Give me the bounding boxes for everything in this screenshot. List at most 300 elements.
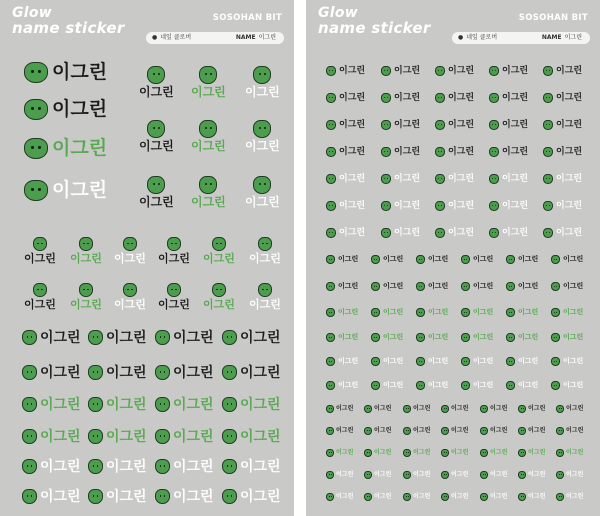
sticker-name-text: 이그린: [428, 357, 449, 365]
sticker-sheet-right: [306, 0, 600, 516]
sticker-name-text: 이그린: [203, 298, 235, 311]
name-sticker: [518, 471, 545, 479]
four-leaf-clover-icon: [212, 237, 226, 251]
sticker-name-text: 이그린: [240, 364, 281, 381]
name-sticker: [416, 381, 448, 390]
name-sticker: [403, 471, 430, 479]
name-sticker: [371, 333, 403, 342]
name-sticker: [416, 255, 448, 264]
name-sticker: [191, 120, 226, 152]
name-sticker: [88, 489, 147, 504]
name-sticker: [88, 429, 147, 444]
four-leaf-clover-icon: [326, 228, 336, 238]
sticker-name-text: 이그린: [106, 488, 147, 505]
sticker-name-text: 이그린: [40, 329, 81, 346]
four-leaf-clover-icon: [543, 66, 553, 76]
name-sticker: [222, 397, 281, 412]
name-sticker: [461, 357, 493, 366]
four-leaf-clover-icon: [381, 174, 391, 184]
name-sticker: [518, 405, 545, 413]
name-sticker: [551, 333, 583, 342]
name-sticker: [489, 174, 528, 184]
four-leaf-clover-icon: [480, 449, 488, 457]
four-leaf-clover-icon: [551, 308, 560, 317]
sticker-name-text: 이그린: [556, 119, 583, 130]
four-leaf-clover-icon: [326, 357, 335, 366]
name-sticker: [155, 365, 214, 380]
name-sticker: [435, 66, 474, 76]
name-sticker: [543, 147, 582, 157]
four-leaf-clover-icon: [326, 201, 336, 211]
four-leaf-clover-icon: [222, 365, 237, 380]
sticker-name-text: 이그린: [448, 173, 475, 184]
sticker-name-text: 이그린: [203, 252, 235, 265]
four-leaf-clover-icon: [79, 237, 93, 251]
four-leaf-clover-icon: [416, 333, 425, 342]
sticker-name-text: 이그린: [502, 173, 529, 184]
four-leaf-clover-icon: [253, 176, 271, 194]
sticker-name-text: 이그린: [40, 364, 81, 381]
name-sticker: [222, 459, 281, 474]
sticker-name-text: 이그린: [566, 427, 584, 434]
four-leaf-clover-icon: [222, 330, 237, 345]
name-sticker: [441, 471, 468, 479]
four-leaf-clover-icon: [79, 283, 93, 297]
sticker-name-text: 이그린: [245, 195, 280, 209]
four-leaf-clover-icon: [33, 283, 47, 297]
sticker-name-text: 이그린: [245, 85, 280, 99]
four-leaf-clover-icon: [364, 449, 372, 457]
sticker-name-text: 이그린: [566, 493, 584, 500]
sticker-name-text: 이그린: [413, 471, 431, 478]
sticker-name-text: 이그린: [339, 227, 366, 238]
four-leaf-clover-icon: [326, 405, 334, 413]
name-sticker: [543, 201, 582, 211]
four-leaf-clover-icon: [543, 120, 553, 130]
sticker-name-text: 이그린: [52, 61, 108, 83]
sticker-name-text: 이그린: [490, 427, 508, 434]
name-sticker: [381, 228, 420, 238]
name-sticker: [155, 330, 214, 345]
four-leaf-clover-icon: [155, 365, 170, 380]
name-sticker: [371, 282, 403, 291]
sticker-name-text: 이그린: [473, 381, 494, 389]
four-leaf-clover-icon: [435, 120, 445, 130]
name-sticker: [441, 449, 468, 457]
sticker-name-text: 이그린: [448, 65, 475, 76]
sticker-name-text: 이그린: [336, 405, 354, 412]
four-leaf-clover-icon: [167, 283, 181, 297]
sticker-name-text: 이그린: [451, 449, 469, 456]
sticker-name-text: 이그린: [173, 458, 214, 475]
name-sticker: [245, 120, 280, 152]
sticker-name-text: 이그린: [24, 252, 56, 265]
four-leaf-clover-icon: [435, 93, 445, 103]
sticker-name-text: 이그린: [394, 173, 421, 184]
name-sticker: [556, 471, 583, 479]
name-sticker: [326, 66, 365, 76]
sticker-name-text: 이그린: [394, 65, 421, 76]
sticker-name-text: 이그린: [336, 471, 354, 478]
sticker-name-text: 이그린: [374, 493, 392, 500]
four-leaf-clover-icon: [416, 282, 425, 291]
four-leaf-clover-icon: [326, 381, 335, 390]
sticker-name-text: 이그린: [336, 493, 354, 500]
four-leaf-clover-icon: [543, 147, 553, 157]
sticker-name-text: 이그린: [383, 308, 404, 316]
sticker-name-text: 이그린: [338, 308, 359, 316]
name-sticker: [489, 93, 528, 103]
four-leaf-clover-icon: [258, 237, 272, 251]
four-leaf-clover-icon: [551, 381, 560, 390]
name-sticker: [326, 493, 353, 501]
four-leaf-clover-icon: [551, 357, 560, 366]
name-sticker: [556, 493, 583, 501]
sticker-name-text: 이그린: [240, 458, 281, 475]
name-sticker: [403, 449, 430, 457]
sticker-name-text: 이그린: [240, 488, 281, 505]
four-leaf-clover-icon: [556, 449, 564, 457]
sticker-name-text: 이그린: [563, 381, 584, 389]
four-leaf-clover-icon: [489, 201, 499, 211]
sticker-name-text: 이그린: [339, 92, 366, 103]
sticker-name-text: 이그린: [502, 227, 529, 238]
sticker-name-text: 이그린: [139, 139, 174, 153]
name-sticker: [551, 282, 583, 291]
sticker-name-text: 이그린: [158, 252, 190, 265]
name-sticker: [24, 138, 107, 159]
sticker-name-text: 이그린: [338, 255, 359, 263]
sticker-name-text: 이그린: [490, 471, 508, 478]
sticker-name-text: 이그린: [383, 381, 404, 389]
name-sticker: [70, 237, 102, 264]
four-leaf-clover-icon: [24, 99, 48, 120]
four-leaf-clover-icon: [381, 228, 391, 238]
name-sticker: [435, 120, 474, 130]
four-leaf-clover-icon: [147, 66, 165, 84]
sticker-name-text: 이그린: [518, 308, 539, 316]
sticker-name-text: 이그린: [338, 282, 359, 290]
four-leaf-clover-icon: [147, 176, 165, 194]
sticker-name-text: 이그린: [114, 298, 146, 311]
four-leaf-clover-icon: [381, 66, 391, 76]
four-leaf-clover-icon: [326, 147, 336, 157]
name-sticker: [326, 308, 358, 317]
four-leaf-clover-icon: [551, 282, 560, 291]
sticker-name-text: 이그린: [339, 200, 366, 211]
four-leaf-clover-icon: [403, 471, 411, 479]
four-leaf-clover-icon: [88, 459, 103, 474]
name-sticker: [155, 489, 214, 504]
name-sticker: [158, 283, 190, 310]
sticker-name-text: 이그린: [528, 405, 546, 412]
four-leaf-clover-icon: [24, 138, 48, 159]
name-sticker: [139, 120, 174, 152]
four-leaf-clover-icon: [222, 459, 237, 474]
sticker-name-text: 이그린: [240, 396, 281, 413]
four-leaf-clover-icon: [480, 405, 488, 413]
sticker-name-text: 이그린: [173, 364, 214, 381]
name-sticker: [326, 357, 358, 366]
name-field: ● 네잎 클로버 NAME 이그린: [146, 32, 284, 44]
sticker-name-text: 이그린: [473, 357, 494, 365]
sticker-name-text: 이그린: [70, 252, 102, 265]
four-leaf-clover-icon: [88, 330, 103, 345]
name-sticker: [381, 174, 420, 184]
four-leaf-clover-icon: [381, 201, 391, 211]
four-leaf-clover-icon: [155, 397, 170, 412]
sticker-name-text: 이그린: [502, 200, 529, 211]
four-leaf-clover-icon: [22, 330, 37, 345]
sticker-name-text: 이그린: [106, 458, 147, 475]
name-sticker: [543, 66, 582, 76]
sticker-name-text: 이그린: [139, 195, 174, 209]
sticker-name-text: 이그린: [158, 298, 190, 311]
name-sticker: [518, 427, 545, 435]
four-leaf-clover-icon: [506, 255, 515, 264]
name-sticker: [416, 357, 448, 366]
four-leaf-clover-icon: [155, 330, 170, 345]
four-leaf-clover-icon: [480, 493, 488, 501]
name-sticker: [222, 489, 281, 504]
sticker-name-text: 이그린: [191, 85, 226, 99]
name-sticker: [326, 147, 365, 157]
four-leaf-clover-icon: [461, 255, 470, 264]
sticker-name-text: 이그린: [563, 282, 584, 290]
name-sticker: [551, 381, 583, 390]
name-sticker: [222, 330, 281, 345]
four-leaf-clover-icon: [326, 427, 334, 435]
name-sticker: [326, 449, 353, 457]
four-leaf-clover-icon: [364, 493, 372, 501]
name-sticker: [326, 255, 358, 264]
name-sticker: [489, 147, 528, 157]
four-leaf-clover-icon: [403, 449, 411, 457]
four-leaf-clover-icon: [364, 405, 372, 413]
four-leaf-clover-icon: [506, 357, 515, 366]
name-sticker: [24, 283, 56, 310]
four-leaf-clover-icon: [326, 255, 335, 264]
name-sticker: [461, 255, 493, 264]
sticker-name-text: 이그린: [394, 227, 421, 238]
sticker-name-text: 이그린: [556, 227, 583, 238]
name-sticker: [435, 201, 474, 211]
name-sticker: [381, 66, 420, 76]
four-leaf-clover-icon: [364, 427, 372, 435]
sticker-name-text: 이그린: [339, 65, 366, 76]
sticker-name-text: 이그린: [338, 357, 359, 365]
four-leaf-clover-icon: [199, 176, 217, 194]
four-leaf-clover-icon: [381, 120, 391, 130]
name-sticker: [403, 493, 430, 501]
sticker-name-text: 이그린: [428, 308, 449, 316]
name-sticker: [371, 357, 403, 366]
sticker-name-text: 이그린: [448, 227, 475, 238]
four-leaf-clover-icon: [22, 429, 37, 444]
four-leaf-clover-icon: [556, 493, 564, 501]
sticker-name-text: 이그린: [451, 427, 469, 434]
name-sticker: [364, 493, 391, 501]
sticker-name-text: 이그린: [374, 427, 392, 434]
name-sticker: [506, 255, 538, 264]
name-sticker: [326, 120, 365, 130]
four-leaf-clover-icon: [326, 333, 335, 342]
name-sticker: [435, 174, 474, 184]
four-leaf-clover-icon: [155, 459, 170, 474]
four-leaf-clover-icon: [381, 93, 391, 103]
four-leaf-clover-icon: [403, 493, 411, 501]
four-leaf-clover-icon: [461, 333, 470, 342]
four-leaf-clover-icon: [489, 66, 499, 76]
name-sticker: [364, 405, 391, 413]
name-sticker: [441, 427, 468, 435]
four-leaf-clover-icon: [88, 429, 103, 444]
name-sticker: [203, 283, 235, 310]
name-sticker: [435, 228, 474, 238]
four-leaf-clover-icon: [556, 405, 564, 413]
four-leaf-clover-icon: [518, 471, 526, 479]
name-sticker: [88, 330, 147, 345]
sticker-name-text: 이그린: [448, 200, 475, 211]
name-sticker: [480, 449, 507, 457]
name-sticker: [191, 176, 226, 208]
name-sticker: [364, 471, 391, 479]
sticker-name-text: 이그린: [139, 85, 174, 99]
design-name: 네잎 클로버: [466, 34, 498, 41]
name-sticker: [326, 93, 365, 103]
sticker-name-text: 이그린: [428, 255, 449, 263]
sticker-name-text: 이그린: [413, 493, 431, 500]
name-sticker: [114, 283, 146, 310]
sticker-name-text: 이그린: [394, 146, 421, 157]
sticker-name-text: 이그린: [451, 493, 469, 500]
name-label: NAME: [541, 34, 562, 41]
sticker-name-text: 이그린: [249, 252, 281, 265]
sticker-name-text: 이그린: [52, 137, 108, 159]
sticker-name-text: 이그린: [339, 119, 366, 130]
four-leaf-clover-icon: [123, 237, 137, 251]
name-sticker: [364, 449, 391, 457]
four-leaf-clover-icon: [506, 308, 515, 317]
name-sticker: [543, 228, 582, 238]
name-sticker: [22, 397, 81, 412]
four-leaf-clover-icon: [506, 333, 515, 342]
glow-logo: Glow name sticker: [318, 5, 431, 37]
sticker-name-text: 이그린: [338, 333, 359, 341]
four-leaf-clover-icon: [22, 365, 37, 380]
sticker-name-text: 이그린: [528, 471, 546, 478]
four-leaf-clover-icon: [199, 120, 217, 138]
name-sticker: [155, 429, 214, 444]
name-sticker: [24, 99, 107, 120]
name-sticker: [326, 228, 365, 238]
name-sticker: [326, 381, 358, 390]
name-sticker: [403, 427, 430, 435]
sticker-name-text: 이그린: [556, 173, 583, 184]
name-sticker: [364, 427, 391, 435]
name-sticker: [22, 459, 81, 474]
sticker-name-text: 이그린: [502, 92, 529, 103]
sticker-name-text: 이그린: [245, 139, 280, 153]
four-leaf-clover-icon: [326, 449, 334, 457]
four-leaf-clover-icon: [441, 405, 449, 413]
name-sticker: [22, 330, 81, 345]
sticker-name-text: 이그린: [240, 428, 281, 445]
four-leaf-clover-icon: [489, 120, 499, 130]
four-leaf-clover-icon: [551, 333, 560, 342]
four-leaf-clover-icon: [326, 174, 336, 184]
sticker-name-text: 이그린: [173, 329, 214, 346]
four-leaf-clover-icon: [461, 308, 470, 317]
sticker-name-text: 이그린: [428, 282, 449, 290]
sticker-name-text: 이그린: [374, 405, 392, 412]
name-sticker: [191, 66, 226, 98]
name-sticker: [249, 237, 281, 264]
name-sticker: [506, 282, 538, 291]
name-sticker: [506, 381, 538, 390]
name-sticker: [506, 308, 538, 317]
sticker-name-text: 이그린: [556, 92, 583, 103]
sticker-name-text: 이그린: [502, 146, 529, 157]
sticker-name-text: 이그린: [473, 333, 494, 341]
sticker-name-text: 이그린: [240, 329, 281, 346]
sticker-name-text: 이그린: [473, 282, 494, 290]
sticker-name-text: 이그린: [518, 333, 539, 341]
name-sticker: [461, 282, 493, 291]
sticker-name-text: 이그린: [413, 427, 431, 434]
sticker-name-text: 이그린: [374, 449, 392, 456]
name-sticker: [326, 405, 353, 413]
name-sticker: [381, 147, 420, 157]
sticker-name-text: 이그린: [52, 179, 108, 201]
four-leaf-clover-icon: [155, 429, 170, 444]
name-sticker: [480, 405, 507, 413]
sticker-name-text: 이그린: [518, 255, 539, 263]
four-leaf-clover-icon: [326, 308, 335, 317]
sticker-name-text: 이그린: [383, 357, 404, 365]
name-sticker: [24, 62, 107, 83]
four-leaf-clover-icon: [33, 237, 47, 251]
name-sticker: [416, 333, 448, 342]
sticker-name-text: 이그린: [448, 92, 475, 103]
sticker-name-text: 이그린: [451, 405, 469, 412]
sticker-name-text: 이그린: [338, 381, 359, 389]
sticker-name-text: 이그린: [563, 333, 584, 341]
name-sticker: [556, 405, 583, 413]
sticker-name-text: 이그린: [556, 146, 583, 157]
four-leaf-clover-icon: [441, 427, 449, 435]
name-sticker: [326, 282, 358, 291]
sticker-name-text: 이그린: [173, 488, 214, 505]
four-leaf-clover-icon: [326, 93, 336, 103]
four-leaf-clover-icon: [556, 471, 564, 479]
four-leaf-clover-icon: [147, 120, 165, 138]
four-leaf-clover-icon: [24, 62, 48, 83]
name-sticker: [416, 282, 448, 291]
sticker-name-text: 이그린: [566, 449, 584, 456]
four-leaf-clover-icon: [435, 174, 445, 184]
four-leaf-clover-icon: [518, 427, 526, 435]
four-leaf-clover-icon: [435, 228, 445, 238]
sticker-name-text: 이그린: [24, 298, 56, 311]
four-leaf-clover-icon: [551, 255, 560, 264]
name-sticker: [461, 381, 493, 390]
sticker-name-text: 이그린: [528, 427, 546, 434]
sticker-name-text: 이그린: [490, 405, 508, 412]
four-leaf-clover-icon: [364, 471, 372, 479]
four-leaf-clover-icon: [441, 471, 449, 479]
four-leaf-clover-icon: [416, 308, 425, 317]
